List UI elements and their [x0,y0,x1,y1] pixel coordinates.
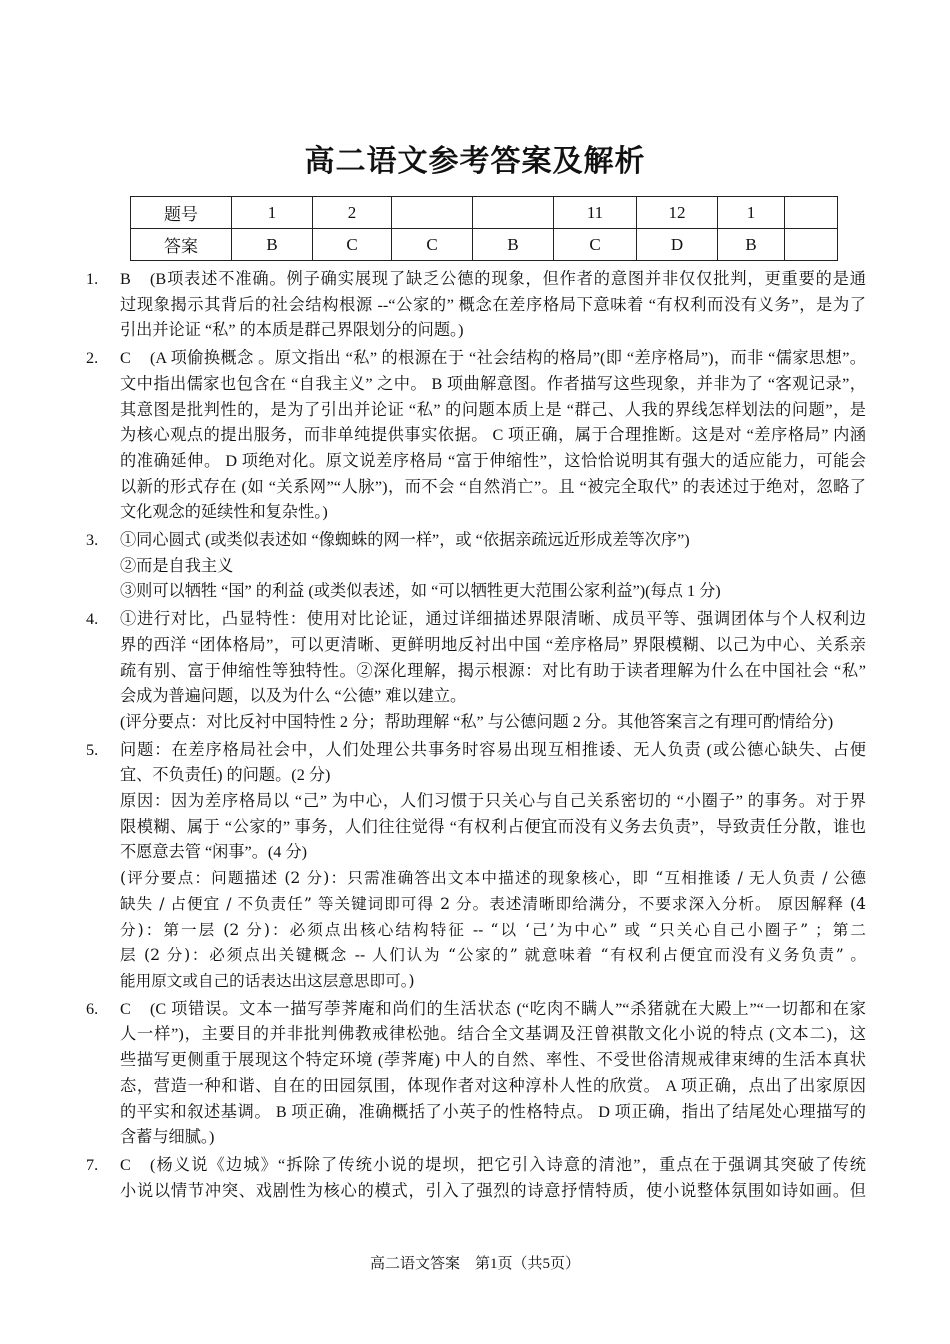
text-line [120,815,866,841]
line-text: 问题：在差序格局社会中，人们处理公共事务时容易出现互相推诿、无人负责 (或公德心缺失、占便 [120,740,866,759]
line-text: 层 (2 分)：必须点出关键概念 -- 人们认为 “公家的” 就意味着 “有权利占便宜而没有义务负责” 。 [120,946,866,965]
item-number: 1. [86,270,99,288]
line-text: 引出并论证 “私” 的本质是群己界限划分的问题。) [120,321,464,340]
item-answer: C [120,999,131,1018]
line-text: 疏有别、富于伸缩性等独特性。②深化理解，揭示根源：对比有助于读者理解为什么在中国社会 “私” [120,661,866,680]
line-text: 不愿意去管 “闲事”。(4 分) [120,843,308,862]
line-text: ③则可以牺牲 “国” 的利益 (或类似表述，如 “可以牺牲更大范围公家利益”)(每点 1 分) [120,582,721,601]
line-text: 缺失 / 占便宜 / 不负责任” 等关键词即可得 2 分。表述清晰即给满分，不要求深入分析。 原因解释 (4 [120,894,866,913]
item-number: 5. [86,740,99,759]
table-cell: 1 [718,197,785,229]
line-text: 为核心观点的提出服务，而非单纯提供事实依据。 C 项正确，属于合理推断。这是对 “差序格局” 内涵 [120,426,866,445]
line-text: 宜、不负责任) 的问题。(2 分) [120,766,331,785]
line-text: (杨义说《边城》“拆除了传统小说的堤坝，把它引入诗意的清池”，重点在于强调其突破了传统 [150,1155,866,1174]
text-line [120,372,866,398]
table-row-answers [131,229,838,261]
answer-table [130,196,838,261]
line-text: 文化观念的延续性和复杂性。) [120,503,328,522]
table-cell: B [232,229,313,261]
table-cell: C [392,229,473,261]
line-text: 过现象揭示其背后的社会结构根源 --“公家的” 概念在差序格局下意味着 “有权利而没有义务”，是为了 [120,295,866,314]
text-line [120,579,866,605]
text-line [120,1125,866,1151]
text-line [120,892,866,918]
text-line [120,346,866,372]
table-cell: B [473,229,554,261]
line-text: 能用原文或自己的话表达出这层意思即可。) [120,971,415,990]
table-cell: B [718,229,785,261]
line-text: 分)：第一层 (2 分)：必须点出核心结构特征 -- “以 ‘己’为中心” 或 “只关心自己小圈子” ；第二 [120,920,866,939]
text-line [120,423,866,449]
item-number: 3. [86,531,99,550]
table-cell [785,229,838,261]
line-text: 界的西洋 “团体格局”，可以更清晰、更鲜明地反衬出中国 “差序格局” 界限模糊、以己为中心、关系亲 [120,635,866,654]
text-line [120,1048,866,1074]
table-cell: 12 [637,197,718,229]
text-line [120,293,866,319]
line-text: 文中指出儒家也包含在 “自我主义” 之中。 B 项曲解意图。作者描写这些现象，并非为了 “客观记录”， [120,374,866,393]
answer-item [86,997,866,1151]
text-line [120,1022,866,1048]
text-line [120,710,866,736]
text-line [120,475,866,501]
page-title: 高二语文参考答案及解析 [304,145,646,178]
item-number: 2. [86,349,99,368]
table-cell: 11 [554,197,637,229]
line-text: ①进行对比，凸显特性：使用对比论证，通过详细描述界限清晰、成员平等、强调团体与个人权利边 [120,610,866,629]
text-line [120,997,866,1023]
line-text: (A 项偷换概念 。原文指出 “私” 的根源在于 “社会结构的格局”(即 “差序格局”)，而非 “儒家思想”。 [150,349,866,368]
line-text: (评分要点：问题描述 (2 分)：只需准确答出文本中描述的现象核心，即 “互相推诿 / 无人负责 / 公德 [120,869,866,888]
line-text: (B项表述不准确。例子确实展现了缺乏公德的现象，但作者的意图并非仅仅批判，更重要的是通 [150,270,866,288]
item-number: 6. [86,999,99,1018]
line-text: 以新的形式存在 (如 “关系网”“人脉”)，而不会 “自然消亡”。且 “被完全取代” 的表述过于绝对，忽略了 [120,477,866,496]
answer-item [86,346,866,526]
text-line [120,1153,866,1179]
text-line [120,969,866,995]
table-cell [473,197,554,229]
text-line [120,1074,866,1100]
line-text: 限模糊、属于 “公家的” 事务，人们往往觉得 “有权利占便宜而没有义务去负责”，导致责任分散，谁也 [120,817,866,836]
line-text: ①同心圆式 (或类似表述如 “像蜘蛛的网一样”，或 “依据亲疏远近形成差等次序”) [120,531,690,550]
table-cell: 2 [313,197,392,229]
line-text: ②而是自我主义 [120,556,234,575]
text-line [120,318,866,344]
line-text: 的平实和叙述基调。 B 项正确，准确概括了小英子的性格特点。 D 项正确，指出了结尾处心理描写的 [120,1102,866,1121]
text-line [120,449,866,475]
line-text: 人一样”)，主要目的并非批判佛教戒律松弛。结合全文基调及汪曾祺散文化小说的特点 (文本二)，这 [120,1025,866,1044]
table-cell [785,197,838,229]
answer-item [86,528,866,605]
text-line [120,607,866,633]
answer-explanations [86,267,866,1206]
text-line [120,267,866,293]
text-line [120,918,866,944]
answer-item [86,267,866,344]
item-answer: C [120,349,131,368]
answer-item [86,607,866,736]
item-number: 7. [86,1155,99,1174]
item-answer: B [120,270,131,288]
text-line [120,763,866,789]
line-text: (评分要点：对比反衬中国特性 2 分；帮助理解 “私” 与公德问题 2 分。其他答案言之有理可酌情给分) [120,712,834,731]
table-cell: 1 [232,197,313,229]
table-cell: C [313,229,392,261]
text-line [120,1179,866,1205]
line-text: 态，营造一种和谐、自在的田园氛围，体现作者对这种淳朴人性的欣赏。 A 项正确，点出了出家原因 [120,1076,866,1095]
line-text: 会成为普遍问题，以及为什么 “公德” 难以建立。 [120,687,467,706]
table-cell: D [637,229,718,261]
text-line [120,659,866,685]
text-line [120,840,866,866]
line-text: (C 项错误。文本一描写荸荠庵和尚们的生活状态 (“吃肉不瞒人”“杀猪就在大殿上”“一切都和在家 [150,999,866,1018]
text-line [120,789,866,815]
item-answer: C [120,1155,131,1174]
text-line [120,633,866,659]
text-line [120,738,866,764]
answer-item [86,738,866,995]
table-cell: 答案 [131,229,232,261]
table-cell: C [554,229,637,261]
table-cell [392,197,473,229]
page-footer: 高二语文答案 第1页（共5页） [369,1256,580,1272]
answer-item [86,1153,866,1204]
line-text: 小说以情节冲突、戏剧性为核心的模式，引入了强烈的诗意抒情特质，使小说整体氛围如诗如画。但 [120,1181,866,1200]
text-line [120,528,866,554]
text-line [120,500,866,526]
text-line [120,398,866,424]
line-text: 的准确延伸。 D 项绝对化。原文说差序格局 “富于伸缩性”，这恰恰说明其有强大的适应能力，可能会 [120,451,866,470]
table-row-question-numbers [131,197,838,229]
line-text: 含蓄与细腻。) [120,1128,215,1147]
text-line [120,1100,866,1126]
item-number: 4. [86,610,99,629]
text-line [120,866,866,892]
line-text: 些描写更侧重于展现这个特定环境 (荸荠庵) 中人的自然、率性、不受世俗清规戒律束缚的生活本真状 [120,1051,866,1070]
text-line [120,943,866,969]
table-cell: 题号 [131,197,232,229]
line-text: 原因：因为差序格局以 “己” 为中心，人们习惯于只关心与自己关系密切的 “小圈子” 的事务。对于界 [120,792,866,811]
text-line [120,554,866,580]
line-text: 其意图是批判性的，是为了引出并论证 “私” 的问题本质上是 “群己、人我的界线怎样划法的问题”，是 [120,400,866,419]
text-line [120,684,866,710]
